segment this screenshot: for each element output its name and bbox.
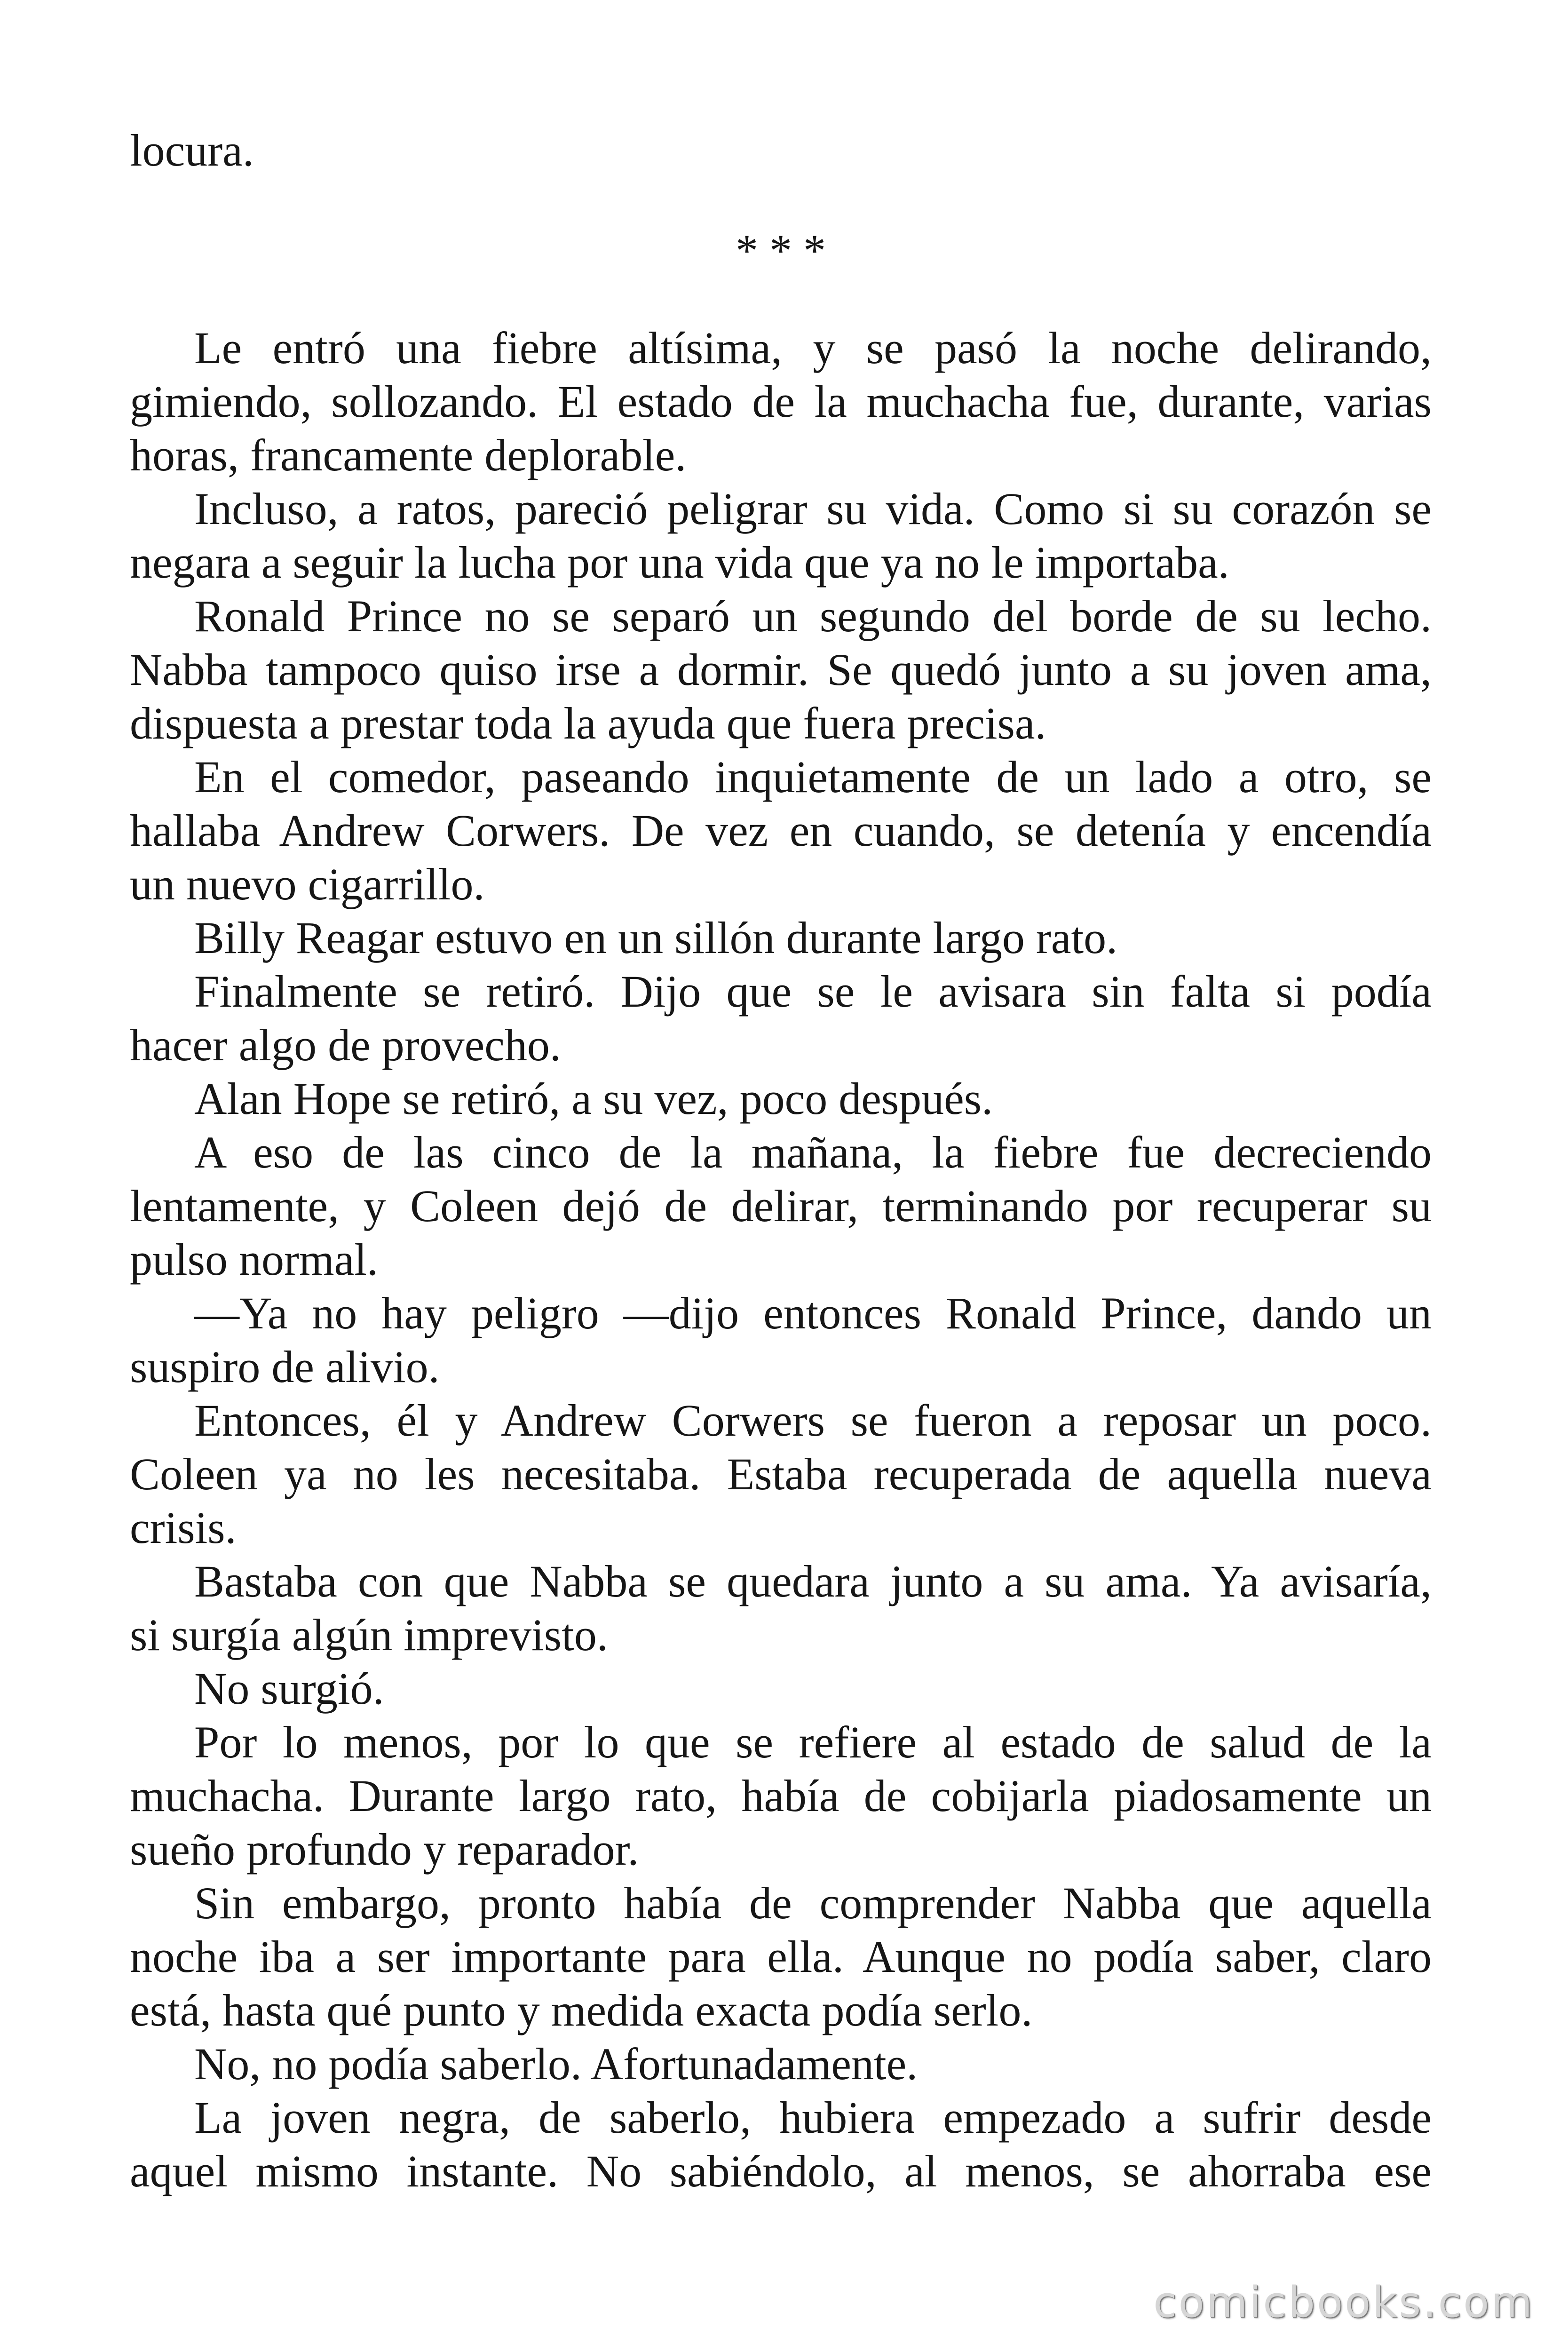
paragraph xyxy=(130,2037,1432,2091)
text-line: crisis. xyxy=(130,1502,237,1553)
text-line: Incluso, a ratos, pareció peligrar su vida. Como si su corazón se xyxy=(194,484,1432,534)
text-line: Coleen ya no les necesitaba. Estaba recuperada de aquella nueva xyxy=(130,1449,1432,1499)
text-line: No surgió. xyxy=(194,1663,384,1714)
body-text xyxy=(130,321,1432,2198)
text-line: muchacha. Durante largo rato, había de cobijarla piadosamente un xyxy=(130,1771,1432,1821)
text-line: Bastaba con que Nabba se quedara junto a su ama. Ya avisaría, xyxy=(194,1556,1432,1606)
text-line: No, no podía saberlo. Afortunadamente. xyxy=(194,2039,918,2089)
text-line: está, hasta qué punto y medida exacta podía serlo. xyxy=(130,1985,1033,2035)
text-line: Ronald Prince no se separó un segundo del borde de su lecho. xyxy=(194,591,1432,641)
text-line: sueño profundo y reparador. xyxy=(130,1824,639,1875)
text-line: hallaba Andrew Corwers. De vez en cuando, se detenía y encendía xyxy=(130,805,1432,856)
text-line: Por lo menos, por lo que se refiere al estado de salud de la xyxy=(194,1717,1432,1767)
paragraph xyxy=(130,1555,1432,1662)
text-line: locura. xyxy=(130,125,254,175)
paragraph xyxy=(130,1072,1432,1126)
text-line: Le entró una fiebre altísima, y se pasó la noche delirando, xyxy=(194,323,1432,373)
paragraph xyxy=(130,750,1432,911)
text-line: noche iba a ser importante para ella. Aunque no podía saber, claro xyxy=(130,1931,1432,1982)
paragraph xyxy=(130,965,1432,1072)
text-line: Nabba tampoco quiso irse a dormir. Se quedó junto a su joven ama, xyxy=(130,644,1432,695)
text-line: hacer algo de provecho. xyxy=(130,1020,561,1070)
text-line: pulso normal. xyxy=(130,1234,378,1285)
paragraph xyxy=(130,1287,1432,1394)
text-line: Alan Hope se retiró, a su vez, poco después. xyxy=(194,1073,993,1124)
paragraph xyxy=(130,1716,1432,1876)
text-line: —Ya no hay peligro —dijo entonces Ronald Prince, dando un xyxy=(194,1288,1432,1338)
text-line: A eso de las cinco de la mañana, la fiebre fue decreciendo xyxy=(194,1127,1432,1177)
text-line: Entonces, él y Andrew Corwers se fueron a reposar un poco. xyxy=(194,1395,1432,1446)
text-line: negara a seguir la lucha por una vida que ya no le importaba. xyxy=(130,537,1229,588)
section-break xyxy=(130,224,1432,278)
paragraph xyxy=(130,1876,1432,2037)
watermark: comicbooks.com xyxy=(1153,2278,1534,2327)
paragraph xyxy=(130,482,1432,589)
text-line: horas, francamente deplorable. xyxy=(130,430,687,480)
paragraph xyxy=(130,2091,1432,2198)
text-line: gimiendo, sollozando. El estado de la muchacha fue, durante, varias xyxy=(130,376,1432,427)
text-line: un nuevo cigarrillo. xyxy=(130,859,485,909)
text-line: dispuesta a prestar toda la ayuda que fuera precisa. xyxy=(130,698,1046,748)
text-line: aquel mismo instante. No sabiéndolo, al menos, se ahorraba ese xyxy=(130,2146,1432,2196)
paragraph xyxy=(130,1394,1432,1555)
text-line: En el comedor, paseando inquietamente de un lado a otro, se xyxy=(194,752,1432,802)
paragraph xyxy=(130,911,1432,965)
paragraph xyxy=(130,1662,1432,1716)
text-line: Finalmente se retiró. Dijo que se le avisara sin falta si podía xyxy=(194,966,1432,1017)
paragraph xyxy=(130,1126,1432,1287)
text-line: Billy Reagar estuvo en un sillón durante largo rato. xyxy=(194,913,1118,963)
paragraph xyxy=(130,589,1432,750)
text-line: La joven negra, de saberlo, hubiera empezado a sufrir desde xyxy=(194,2092,1432,2143)
text-line: suspiro de alivio. xyxy=(130,1342,440,1392)
text-line: Sin embargo, pronto había de comprender Nabba que aquella xyxy=(194,1878,1432,1928)
continuation-text xyxy=(130,124,1432,177)
paragraph xyxy=(130,321,1432,482)
section-break-asterisks: * * * xyxy=(736,225,826,276)
text-line: si surgía algún imprevisto. xyxy=(130,1610,608,1660)
text-line: lentamente, y Coleen dejó de delirar, terminando por recuperar su xyxy=(130,1181,1432,1231)
